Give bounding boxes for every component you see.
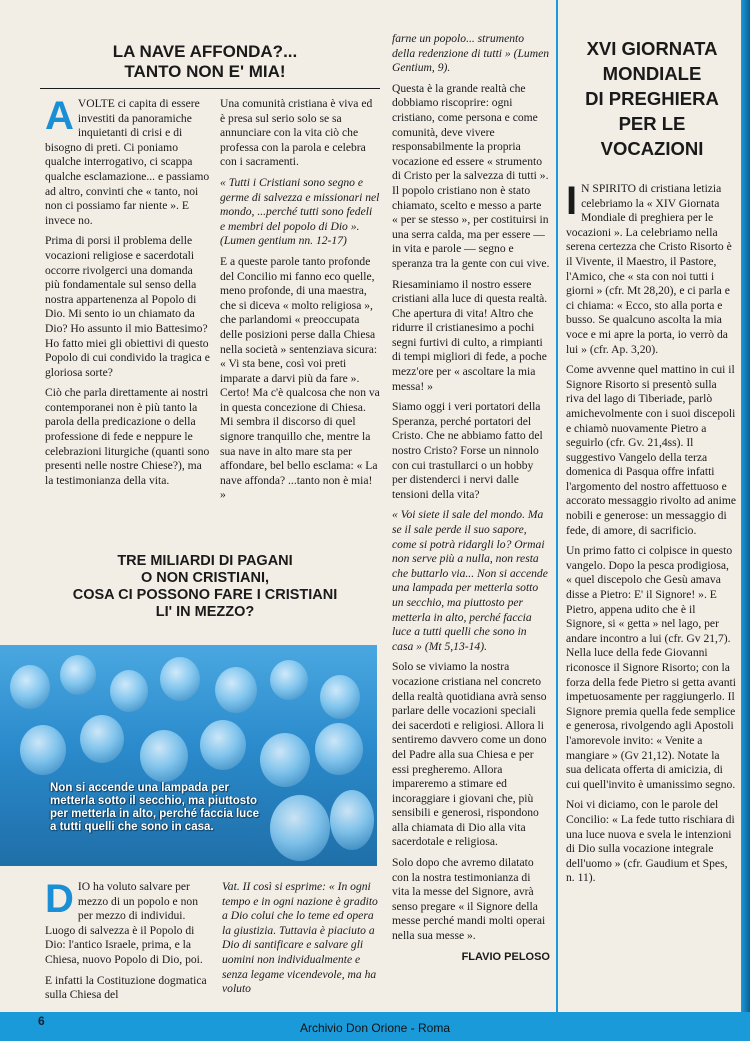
page-edge-strip [741,0,750,1012]
article1-col3-p4: Solo se viviamo la nostra vocazione cristiana nel concreto della realtà quotidiana avrà senso parlare delle vocazioni speciali dei sacerdoti e religiosi. Allora li sentiremo davvero come un dono del Padre alla sua Chiesa e per essi pregheremo. Allora impareremo a stimare ed incoraggiare i giovani che, più sensibili e generosi, rispondono alla chiamata di Dio alla vita sacerdotale e religiosa. [392,660,547,849]
article2-column-2 [222,880,382,1003]
column-separator [556,0,558,1012]
article2-col2-text: Vat. II così si esprime: « In ogni tempo e in ogni nazione è gradito a Dio colui che lo teme ed opera la giustizia. Tuttavia è piaciuto a Dio di santificare e salvare gli uomini non individualmente e senza legame vicendevole, ma ha voluto [222,880,378,996]
sidebar-p4: Noi vi diciamo, con le parole del Concilio: « La fede tutto rischiara di una luce nuova e svela le intenzioni di Dio sulla vocazione integrale dell'uomo » (cfr. Gaudium et Spes, n. 11). [566,798,735,885]
article1-col2-quote: « Tutti i Cristiani sono segno e germe di salvezza e missionari nel mondo, ...perché tutti sono fedeli e membri del popolo di Dio ». (Lumen gentium nn. 12-17) [220,175,380,248]
sidebar-p2: Come avvenne quel mattino in cui il Signore Risorto si presentò sulla riva del lago di Tiberiade, parlò amichevolmente con i suoi discepoli e chiamò nuovamente Pietro a seguirlo (cfr. Gv. 21,4ss). Il suggestivo Vangelo della terza domenica di Pasqua offre infatti l'argomento del nostro affettuoso e accorato messaggio rivolto ad anime nobili e generose: un messaggio di fede, di amore, di sacrificio. [566,363,736,537]
article1-col3-p1: Questa è la grande realtà che dobbiamo riscoprire: ogni cristiano, come persona e come comunità, deve vivere responsabilmente la propria vocazione ed essere « strumento di Cristo per la salvezza di tutti ». Il popolo cristiano non è stato chiamato, scelto e messo a parte « per se stesso », per costituirsi in una serra calda, ma per essere — in vita e parole — segno e speranza tra la gente con cui vive. [392,81,550,270]
article1-col3-p5: Solo dopo che avremo dilatato con la nostra testimonianza di vita la messe del Signore, avrà senso pregare « il Signore della messe perché mandi molti operai nella sua messe ». [392,856,546,943]
article2-title: TRE MILIARDI DI PAGANI O NON CRISTIANI, COSA CI POSSONO FARE I CRISTIANI LI' IN MEZZO? [72,553,338,620]
article2-column-1 [45,877,210,1009]
article1-col1-p2: Prima di porsi il problema delle vocazioni religiose e sacerdotali occorre rivolgerci una domanda più fondamentale sul senso della nostra appartenenza al Popolo di Dio. Mi sento io un chiamato da Dio? Ho assunto il mio Battesimo? Ho fatto miei gli obiettivi di questo Popolo di cui condivido la tragica e gloriosa sorte? [45,234,210,379]
article1-column-1 [45,94,210,494]
article1-column-2 [220,97,380,509]
footer-bar [0,1012,750,1041]
article2-col1-p1: IO ha voluto salvare per mezzo di un popolo e non per mezzo di individui. Luogo di salvezza è il Popolo di Dio: l'antico Israele, prima, e la Chiesa, nuovo Popolo di Dio, poi. [45,880,203,966]
article2-col1-p2: E infatti la Costituzione dogmatica sulla Chiesa del [45,973,207,1002]
article1-title-rule [40,88,380,89]
article1-author: FLAVIO PELOSO [461,950,550,963]
article1-col2-p2: E a queste parole tanto profonde del Concilio mi fanno eco quelle, meno profonde, di una maestra, che si diceva « molto religiosa », che parlandomi « preoccupata delle posizioni perse dalla Chiesa nella società » sentenziava sicura: « Vi sta bene, così voi preti imparate a darvi più da fare ». Certo! Ma c'è qualcosa che non va in questa concezione di Chiesa. Mi sembra il discorso di quel signore tranquillo che, mentre la sua nave in alto mare sta per affondare, bel bello esclama: « La nave affonda? ...tanto non è mia! » [220,254,380,502]
article1-col1-p3: Ciò che parla direttamente ai nostri contemporanei non è più tanto la parola della predicazione o della professione di fede e neppure le celebrazioni liturgiche (quanti sono presenti nelle nostre Chiese?), ma la testimonianza della vita. [45,386,210,487]
archive-credit: Archivio Don Orione - Roma [299,1021,451,1035]
article2-dropcap: D [45,877,74,921]
sidebar-p1: N SPIRITO di cristiana letizia celebriamo la « XIV Giornata Mondiale di preghiera per le vocazioni ». La celebriamo nella serena certezza che Cristo Risorto è il Vivente, il Maestro, il Pastore, l'Amico, che « sta con noi tutti i giorni » (cfr. Mt 28,20), e ci parla e ci chiama: « Ecco, sto alla porta e busso. Se qualcuno ascolta la mia voce e mi apre la porta, io verrò da lui » (cfr. Ap. 3,20). [566,182,732,356]
article1-col3-quote2: « Voi siete il sale del mondo. Ma se il sale perde il suo sapore, come si potrà ridargli lo? Ormai non serve più a nulla, non resta che buttarlo via... Non si accende una lampada per metterla sotto un secchio, ma piuttosto per metterla in alto, perché faccia luce a tutti quelli che sono in casa » (Mt 5,13-14). [392,508,548,653]
article1-column-3 [392,32,550,970]
sidebar-dropcap: I [566,179,578,223]
article1-col1-p1: VOLTE ci capita di essere investiti da panoramiche inquietanti di crisi e di bisogno di preti. Ci poniamo qualche interrogativo, ci scappa qualche esclamazione... e passiamo ad altro, convinti che « tanto, noi non ci possiamo far niente ». E invece no. [45,97,210,227]
article1-col3-quote-top: farne un popolo... strumento della redenzione di tutti » (Lumen Gentium, 9). [392,32,550,75]
sidebar-body [566,179,736,892]
sidebar-p3: Un primo fatto ci colpisce in questo vangelo. Dopo la pesca prodigiosa, « quel discepolo che Gesù amava disse a Pietro: E' il Signore! ». E Pietro, appena udito che è il Signore, si « getta » nel lago, per andare incontro a lui (cfr. Gv 21,7). Nella luce della fede Giovanni riconosce il Signore Risorto; con la forza della fede Pietro si getta avanti impetuosamente per raggiungerlo. Il Signore premia quella fede semplice e generosa, rivolgendo agli Apostoli l'amorevole invito: « Venite a mangiare » (Gv 21,12). Notate la sua delicata offerta di amicizia, di cui quell'invito è umanissimo segno. [566,544,736,791]
photo-caption: Non si accende una lampada per metterla sotto il secchio, ma piuttosto per metterla in alto, perché faccia luce a tutti quelli che sono in casa. [50,782,259,833]
article1-col3-p3: Siamo oggi i veri portatori della Speranza, perché portatori del Cristo. Che ne abbiamo fatto del nostro Cristo? Forse un ninnolo con cui trastullarci o un hobby per distenderci i nervi dalle tensioni della vita? [392,400,543,501]
sidebar-title: XVI GIORNATA MONDIALE DI PREGHIERA PER LE VOCAZIONI [585,38,719,159]
article1-dropcap: A [45,94,74,138]
article1-title: LA NAVE AFFONDA?... TANTO NON E' MIA! [112,42,298,81]
page-number: 6 [38,1014,45,1028]
article1-col2-p1: Una comunità cristiana è viva ed è presa sul serio solo se sa annunciare con la vita ciò che professa con la parola e celebra con i sacramenti. [220,97,373,169]
article1-col3-p2: Riesaminiamo il nostro essere cristiani alla luce di questa realtà. Che apertura di vita! Altro che ridurre il cristianesimo a pochi segni furtivi di culto, a rimpianti di tempi migliori di fede, a poche mezz'ore per « ascoltare la mia messa! » [392,277,548,393]
